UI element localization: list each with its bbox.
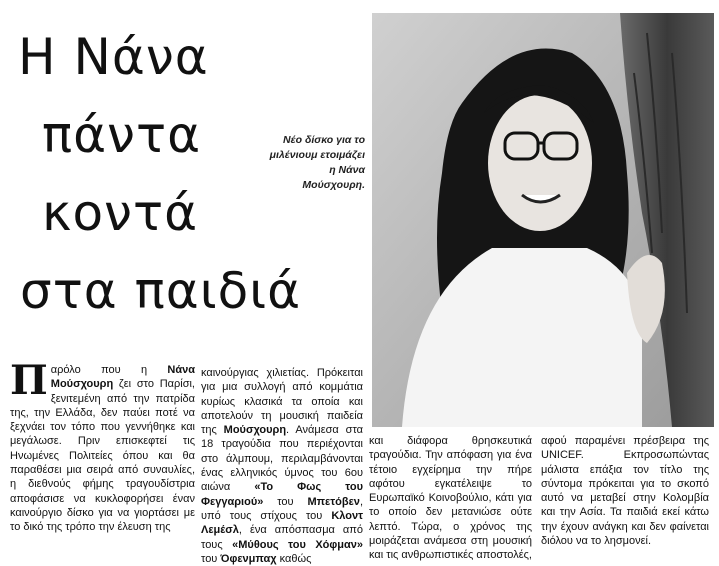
article-column-3 bbox=[369, 434, 532, 563]
article-photo bbox=[372, 13, 714, 427]
headline-line-1: Η Νάνα bbox=[18, 28, 209, 86]
drop-cap: Π bbox=[10, 357, 48, 404]
article-column-1 bbox=[10, 357, 195, 535]
article-column-2 bbox=[201, 366, 363, 566]
portrait-illustration bbox=[372, 13, 714, 427]
headline-line-2: πάντα bbox=[42, 106, 202, 164]
article-paragraph-1: Παρόλο που η Νάνα Μούσχουρη ζει στο Παρίσι, ξενιτεμένη από την πατρίδα της, την Ελλάδα, δεν παύει ποτέ να ξεχνάει τον τόπο που γεννήθηκε και μεγάλωσε. Πριν επισκεφτεί τις Ηνωμένες Πολιτείες όπου και θα παραθέσει μια σειρά από συναυλίες, η διεθνούς φήμης τραγουδίστρια αποφάσισε να κυκλοφορήσει έναν καινούργιο δίσκο για να γιορτάσει με το δικό της τρόπο την έλευση της bbox=[10, 357, 195, 534]
headline-line-3: κοντά bbox=[42, 184, 199, 242]
article-paragraph-3: και διάφορα θρησκευτικά τραγούδια. Την απόφαση για ένα τέτοιο εγχείρημα την πήρε αφότου εγκατέλειψε το Ευρωπαϊκό Κοινοβούλιο, κάτι για το οποίο δεν μετανιώσε ούτε λεπτό. Τώρα, ο χρόνος της μοιράζεται ανάμεσα στη μουσική και τις ανθρωπιστικές αποστολές, bbox=[369, 435, 532, 562]
article-paragraph-2: καινούργιας χιλιετίας. Πρόκειται για μια συλλογή από κομμάτια κυρίως κλασικά τα οποία και αποτελούν τη μουσική παιδεία της Μούσχουρη. Ανάμεσα στα 18 τραγούδια που περιέχονται στο άλμπουμ, περιλαμβάνονται ένας ελληνικός ύμνος του 6ου αιώνα «Το Φως του Φεγγαριού» του Μπετόβεν, υπό τους στίχους του Κλοντ Λεμέσλ, ένα απόσπασμα από τους «Μύθους του Χόφμαν» του Όφενμπαχ καθώς bbox=[201, 367, 363, 565]
article-column-4 bbox=[541, 434, 709, 548]
headline-line-4: στα παιδιά bbox=[20, 262, 302, 320]
photo-caption: Νέο δίσκο για το μιλένιουμ ετοιμάζει η Νάνα Μούσχουρη. bbox=[269, 134, 365, 191]
name-nana-mouskouri: Νάνα Μούσχουρη bbox=[50, 364, 195, 391]
article-paragraph-4: αφού παραμένει πρέσβειρα της UNICEF. Εκπροσωπώντας μάλιστα επάξια τον τίτλο της σύντομα πρόκειται για το σκοπό αυτό να μεταβεί στην Κολομβία και την Ασία. Τα παιδιά εκεί κάτω την έχουν ανάγκη και δεν φαίνεται διόλου να το λησμονεί. bbox=[541, 435, 709, 548]
